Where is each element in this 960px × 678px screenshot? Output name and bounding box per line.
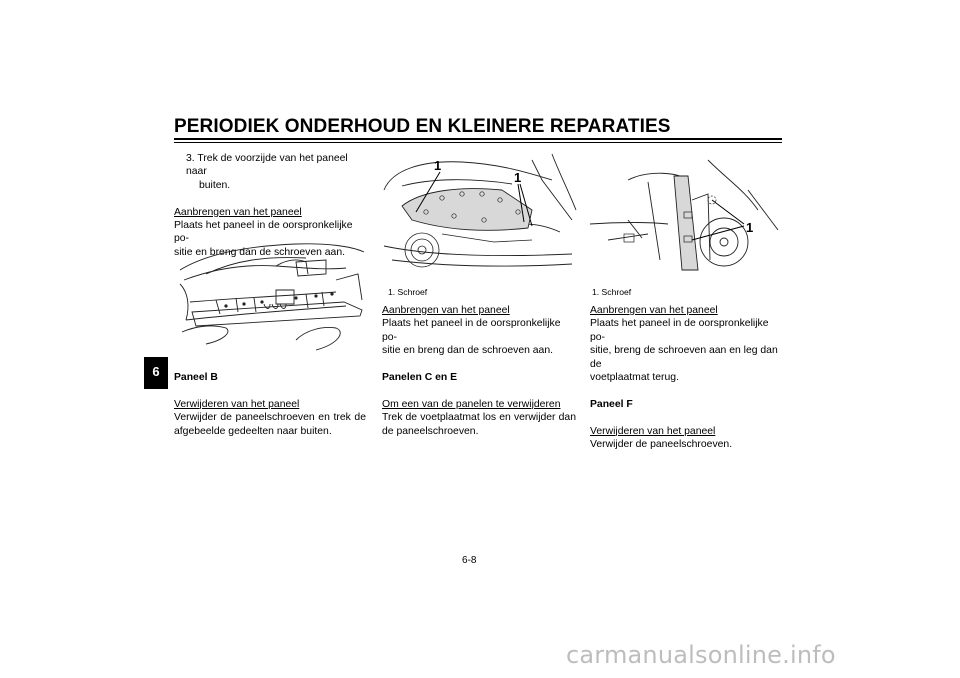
install-heading: Aanbrengen van het paneel (174, 206, 302, 218)
remove-line: Trek de voetplaatmat los en verwijder dan (382, 412, 576, 424)
panel-ce-heading: Panelen C en E (382, 372, 458, 384)
install-heading: Aanbrengen van het paneel (590, 305, 718, 316)
install-line: sitie, breng de schroeven aan en leg dan de (590, 345, 778, 370)
caption-col3: 1. Schroef (592, 287, 632, 297)
callout-1b: 1 (514, 170, 522, 185)
panel-b-heading: Paneel B (174, 372, 218, 383)
install-heading: Aanbrengen van het paneel (382, 305, 510, 316)
chapter-tab: 6 (144, 357, 168, 389)
panel-f-heading: Paneel F (590, 398, 633, 410)
title-rule-thin (174, 142, 782, 143)
caption-col2: 1. Schroef (388, 287, 428, 297)
page-title: PERIODIEK ONDERHOUD EN KLEINERE REPARATIES (174, 116, 671, 137)
step-3: 3. Trek de voorzijde van het paneel naar (186, 153, 348, 178)
install-line: voetplaatmat terug. (590, 372, 679, 384)
remove-line: Verwijder de paneelschroeven. (590, 439, 733, 451)
install-line: Plaats het paneel in de oorspronkelijke po- (174, 220, 353, 245)
column-1-lower (174, 371, 366, 438)
callout-1a: 1 (434, 158, 442, 173)
illustration-panel-f (588, 150, 784, 274)
install-line: sitie en breng dan de schroeven aan. (174, 246, 345, 258)
illustration-panel-c (382, 150, 578, 274)
remove-line: Verwijder de paneelschroeven en trek de (174, 412, 366, 424)
install-line: sitie en breng dan de schroeven aan. (382, 345, 553, 357)
watermark: carmanualsonline.info (566, 641, 836, 669)
remove-heading: Verwijderen van het paneel (174, 398, 300, 410)
install-line: Plaats het paneel in de oorspronkelijke po- (590, 318, 769, 343)
remove-heading: Om een van de panelen te verwijderen (382, 398, 561, 410)
callout-1: 1 (746, 220, 754, 235)
page-number: 6-8 (462, 555, 477, 566)
title-rule (174, 138, 782, 140)
install-line: Plaats het paneel in de oorspronkelijke po- (382, 318, 561, 343)
illustration-panel-a (176, 240, 366, 352)
step-3-cont: buiten. (199, 179, 231, 191)
remove-line: afgebeelde gedeelten naar buiten. (174, 425, 332, 437)
remove-line: de paneelschroeven. (382, 425, 479, 437)
column-2 (382, 304, 576, 438)
column-3 (590, 304, 784, 451)
remove-heading: Verwijderen van het paneel (590, 425, 716, 437)
